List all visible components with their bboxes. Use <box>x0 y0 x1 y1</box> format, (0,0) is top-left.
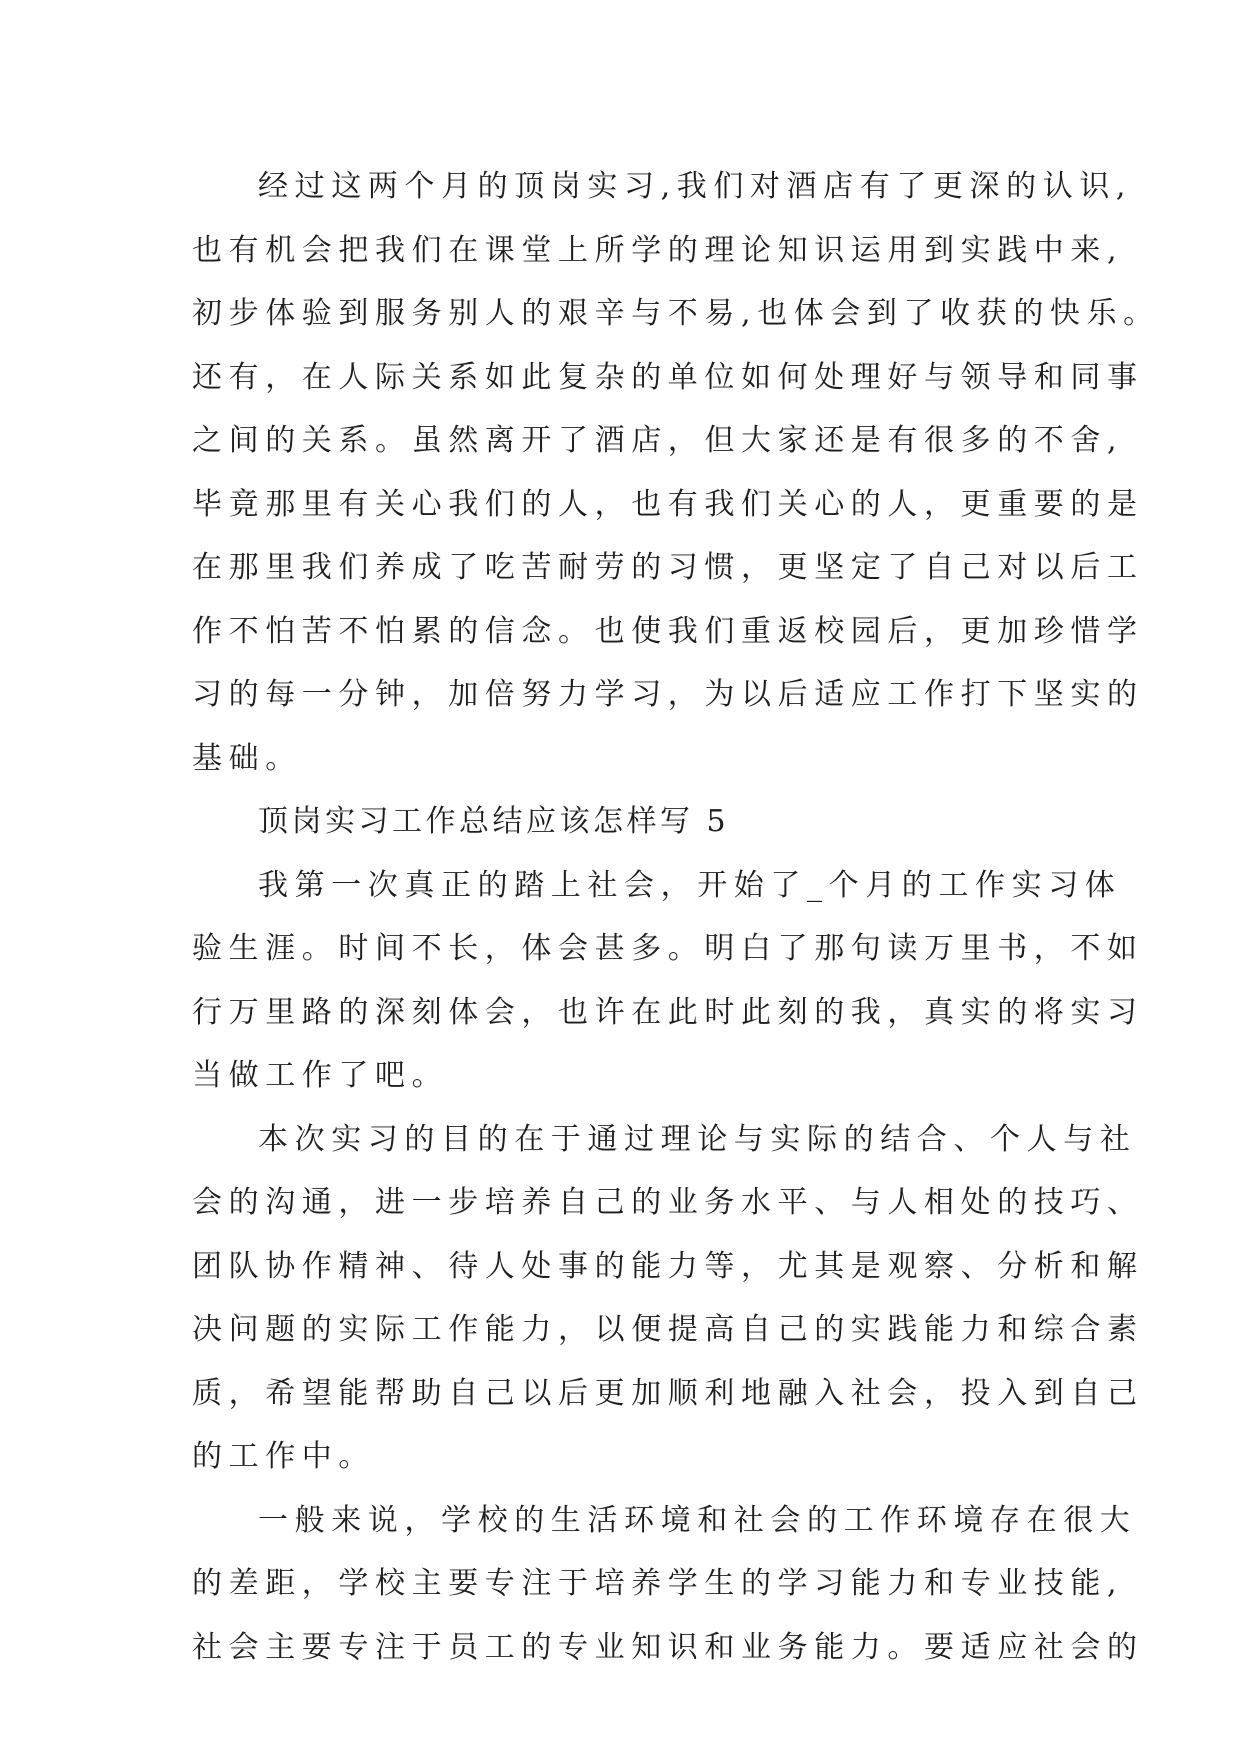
text-line: 质，希望能帮助自己以后更加顺利地融入社会，投入到自己 <box>192 1375 1144 1411</box>
text-line: 的差距，学校主要专注于培养学生的学习能力和专业技能, <box>192 1566 1124 1601</box>
body-text <box>192 155 1160 1679</box>
text-line: 会的沟通，进一步培养自己的业务水平、与人相处的技巧、 <box>192 1185 1144 1220</box>
text-line: 社会主要专注于员工的专业知识和业务能力。要适应社会的 <box>192 1629 1144 1665</box>
text-line: 作不怕苦不怕累的信念。也使我们重返校园后，更加珍惜学 <box>192 613 1144 649</box>
text-line: 一般来说，学校的生活环境和社会的工作环境存在很大 <box>258 1502 1137 1538</box>
section-heading: 顶岗实习工作总结应该怎样写 5 <box>258 804 730 839</box>
text-line: 的工作中。 <box>192 1439 375 1474</box>
text-line: 本次实习的目的在于通过理论与实际的结合、个人与社 <box>258 1121 1137 1157</box>
text-line: 团队协作精神、待人处事的能力等，尤其是观察、分析和解 <box>192 1248 1144 1284</box>
text-line: 习的每一分钟，加倍努力学习，为以后适应工作打下坚实的 <box>192 677 1144 712</box>
text-line: 在那里我们养成了吃苦耐劳的习惯，更坚定了自己对以后工 <box>192 550 1144 585</box>
text-line: 当做工作了吧。 <box>192 1058 449 1093</box>
text-line: 毕竟那里有关心我们的人，也有我们关心的人，更重要的是 <box>192 486 1144 522</box>
text-line: 之间的关系。虽然离开了酒店，但大家还是有很多的不舍, <box>192 423 1124 458</box>
text-line: 行万里路的深刻体会，也许在此时此刻的我，真实的将实习 <box>192 994 1144 1030</box>
text-line: 初步体验到服务别人的艰辛与不易,也体会到了收获的快乐。 <box>192 296 1160 331</box>
text-line: 也有机会把我们在课堂上所学的理论知识运用到实践中来, <box>192 232 1124 268</box>
text-line: 决问题的实际工作能力，以便提高自己的实践能力和综合素 <box>192 1312 1144 1347</box>
text-line: 基础。 <box>192 740 302 776</box>
text-line: 验生涯。时间不长，体会甚多。明白了那句读万里书，不如 <box>192 931 1144 966</box>
text-line: 还有，在人际关系如此复杂的单位如何处理好与领导和同事 <box>192 359 1144 395</box>
text-line: 我第一次真正的踏上社会，开始了_个月的工作实习体 <box>258 867 1122 903</box>
text-line: 经过这两个月的顶岗实习,我们对酒店有了更深的认识, <box>258 169 1133 204</box>
